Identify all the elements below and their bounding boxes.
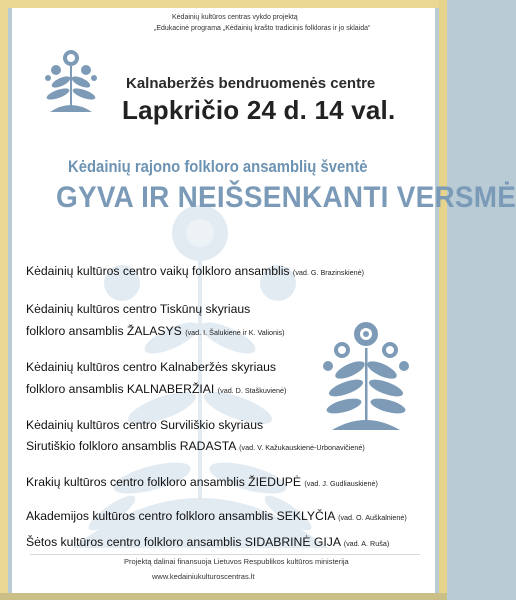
folk-tree-ornament-left — [42, 48, 100, 114]
ensemble-4-line2 — [26, 439, 365, 453]
frame-bottom — [0, 593, 447, 600]
ensemble-name: Krakių kultūros centro folkloro ansamblis ŽIEDUPĖ — [26, 475, 301, 489]
ensemble-5 — [26, 475, 378, 489]
ensemble-2-line2 — [26, 324, 285, 338]
ensemble-name: Akademijos kultūros centro folkloro ansamblis SEKLYČIA — [26, 509, 335, 523]
ensemble-name: Kėdainių kultūros centro Tiskūnų skyriaus — [26, 302, 251, 316]
ensemble-leader: (vad. V. Kažukauskienė-Urbonavičienė) — [239, 443, 365, 452]
ensemble-1 — [26, 264, 364, 278]
ensemble-3-line2 — [26, 382, 286, 396]
ensemble-leader: (vad. G. Brazinskienė) — [292, 268, 365, 277]
footer-divider — [30, 554, 420, 555]
ensemble-3 — [26, 360, 276, 374]
frame-top — [0, 0, 447, 8]
ensemble-leader: (vad. J. Gudliauskienė) — [304, 479, 378, 488]
ensemble-name: Šėtos kultūros centro folkloro ansamblis SIDABRINĖ GIJA — [26, 535, 341, 549]
ensemble-7 — [26, 535, 389, 549]
frame-right — [439, 0, 447, 600]
venue: Kalnaberžės bendruomenės centre — [126, 75, 376, 92]
project-line-2: „Edukacinė programa „Kėdainių krašto tradicinis folkloras ir jo sklaida“ — [154, 25, 371, 32]
ensemble-6 — [26, 509, 407, 523]
folk-tree-ornament-right — [320, 320, 412, 432]
ensemble-4 — [26, 418, 263, 432]
ensemble-leader: (vad. I. Šalukienė ir K. Valionis) — [185, 328, 285, 337]
project-line-1: Kėdainių kultūros centras vykdo projektą — [172, 14, 298, 21]
ensemble-name: folkloro ansamblis ŽALASYS — [26, 324, 182, 338]
ensemble-name: Kėdainių kultūros centro vaikų folkloro ansamblis — [26, 264, 290, 278]
ensemble-name: Sirutiškio folkloro ansamblis RADASTA — [26, 439, 236, 453]
frame-left — [0, 0, 8, 600]
funding-note: Projektą dalinai finansuoja Lietuvos Respublikos kultūros ministerija — [124, 557, 349, 566]
ensemble-name: folkloro ansamblis KALNABERŽIAI — [26, 382, 215, 396]
website-link[interactable]: www.kedainiukulturoscentras.lt — [152, 572, 255, 581]
event-date: Lapkričio 24 d. 14 val. — [122, 95, 396, 125]
ensemble-leader: (vad. D. Staškuvienė) — [217, 386, 287, 395]
ensemble-leader: (vad. A. Ruša) — [343, 539, 390, 548]
event-subtitle: Kėdainių rajono folkloro ansamblių šventė — [68, 158, 368, 176]
event-title: GYVA IR NEIŠSENKANTI VERSMĖ — [56, 181, 516, 214]
ensemble-name: Kėdainių kultūros centro Kalnaberžės skyriaus — [26, 360, 276, 374]
poster — [12, 8, 516, 593]
ensemble-2 — [26, 302, 250, 316]
ensemble-name: Kėdainių kultūros centro Surviliškio skyriaus — [26, 418, 264, 432]
ensemble-leader: (vad. O. Auškalnienė) — [338, 513, 407, 522]
